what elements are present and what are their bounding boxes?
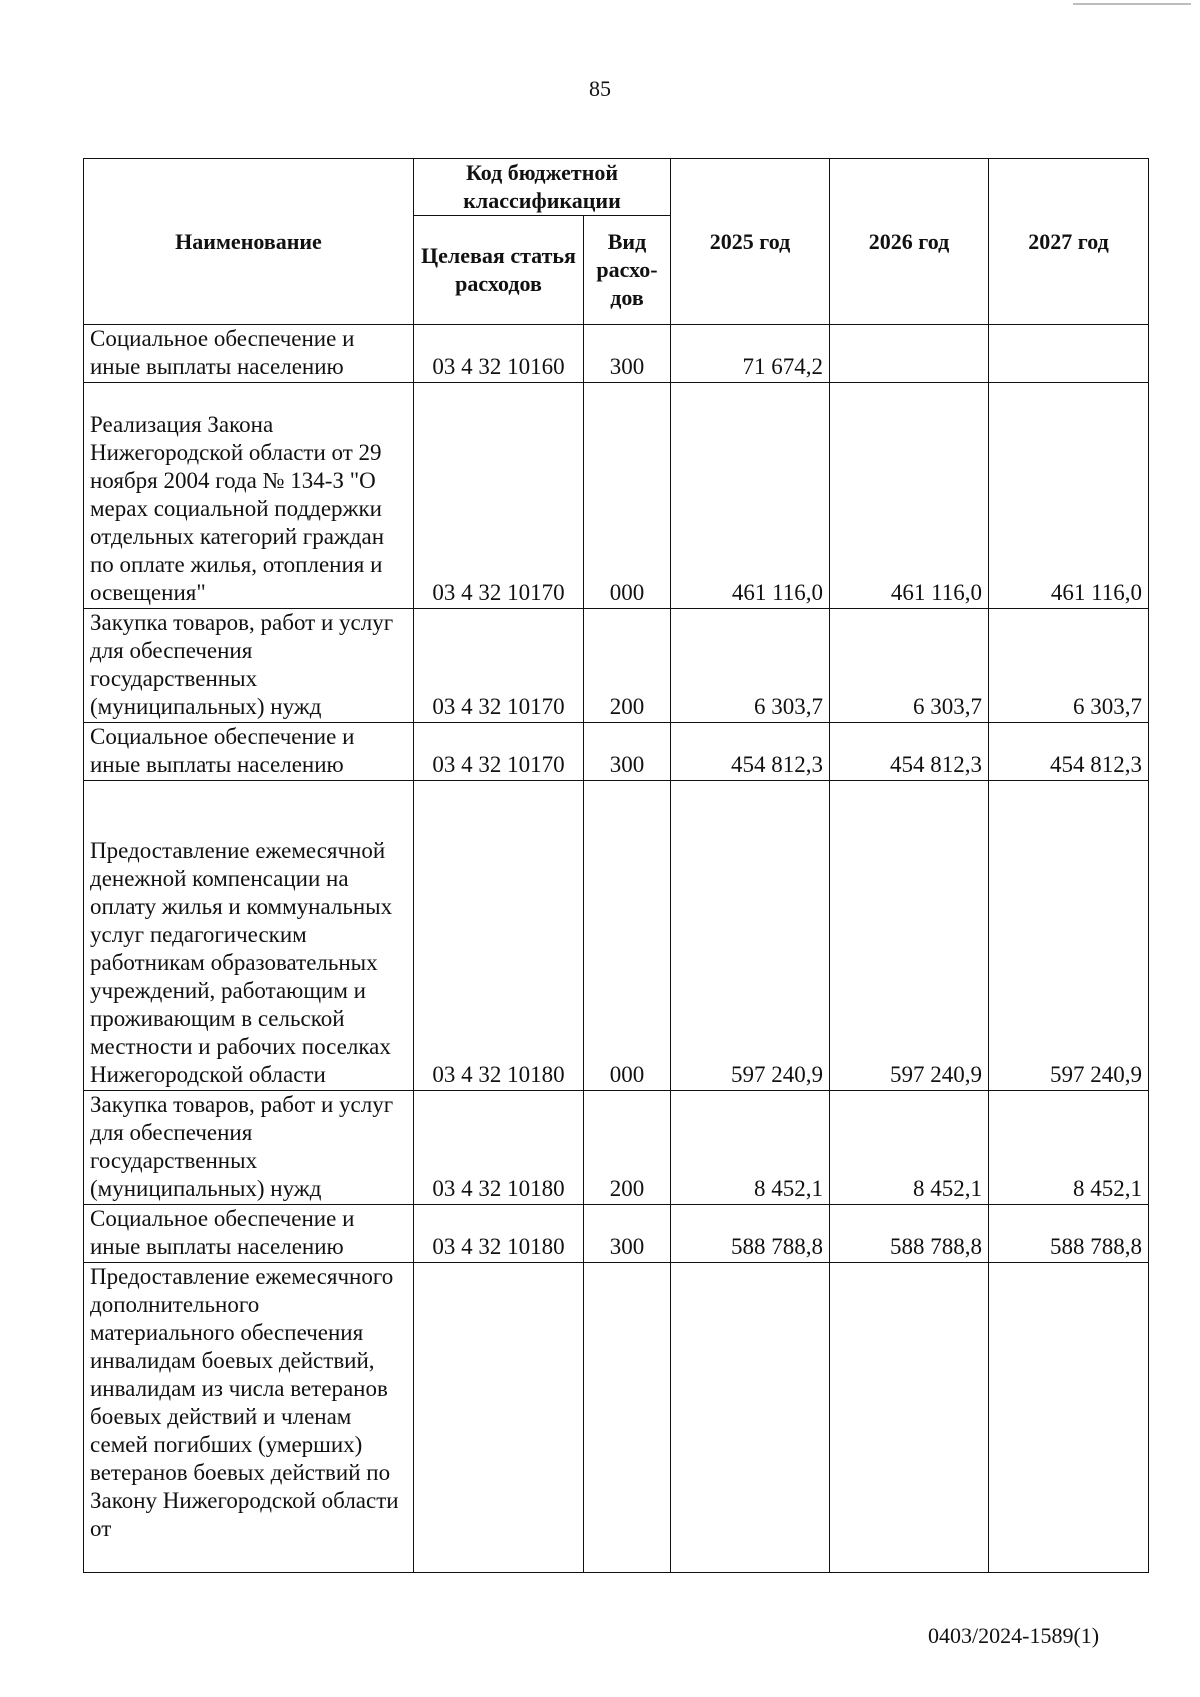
row-2026: 597 240,9 (830, 781, 989, 1091)
row-kind: 200 (584, 1091, 671, 1205)
row-code: 03 4 32 10180 (414, 781, 584, 1091)
row-name: Социальное обеспечение и иные выплаты населению (84, 325, 414, 383)
row-code: 03 4 32 10170 (414, 609, 584, 723)
row-2025 (671, 1263, 830, 1573)
row-2027 (989, 1263, 1149, 1573)
row-code (414, 1263, 584, 1573)
table-row (84, 609, 1149, 723)
header-code-group: Код бюджетной классификации (414, 159, 671, 216)
row-2026: 588 788,8 (830, 1205, 989, 1263)
row-2027 (989, 325, 1149, 383)
row-2026: 6 303,7 (830, 609, 989, 723)
row-kind: 300 (584, 325, 671, 383)
row-2025: 71 674,2 (671, 325, 830, 383)
table-row (84, 1205, 1149, 1263)
row-code: 03 4 32 10160 (414, 325, 584, 383)
row-kind: 300 (584, 723, 671, 781)
budget-table (83, 158, 1149, 1573)
row-name: Закупка товаров, работ и услуг для обеспечения государственных (муниципальных) нужд (84, 609, 414, 723)
row-2027: 6 303,7 (989, 609, 1149, 723)
table-row (84, 383, 1149, 609)
row-2026: 454 812,3 (830, 723, 989, 781)
row-code: 03 4 32 10170 (414, 723, 584, 781)
header-kind: Вид расхо-дов (584, 216, 671, 325)
table-row (84, 1263, 1149, 1573)
row-kind: 000 (584, 383, 671, 609)
header-2027: 2027 год (989, 159, 1149, 325)
table-row (84, 781, 1149, 1091)
row-code: 03 4 32 10180 (414, 1091, 584, 1205)
table-row (84, 325, 1149, 383)
table-row (84, 723, 1149, 781)
row-2027: 454 812,3 (989, 723, 1149, 781)
row-name: Предоставление ежемесячного дополнительного материального обеспечения инвалидам боевых действий, инвалидам из числа ветеранов боевых действий и членам семей погибших (умерших) ветеранов боевых действий по Закону Нижегородской области от (84, 1263, 414, 1573)
table-row (84, 1091, 1149, 1205)
row-2025: 454 812,3 (671, 723, 830, 781)
row-2025: 8 452,1 (671, 1091, 830, 1205)
row-2027: 461 116,0 (989, 383, 1149, 609)
row-kind: 000 (584, 781, 671, 1091)
row-name: Реализация Закона Нижегородской области от 29 ноября 2004 года № 134-З "О мерах социальной поддержки отдельных категорий граждан по оплате жилья, отопления и освещения" (84, 383, 414, 609)
header-row-top (84, 159, 1149, 216)
row-name: Социальное обеспечение и иные выплаты населению (84, 723, 414, 781)
row-2026: 461 116,0 (830, 383, 989, 609)
page-number: 85 (589, 76, 611, 101)
row-name: Социальное обеспечение и иные выплаты населению (84, 1205, 414, 1263)
top-edge-rule (1073, 3, 1191, 5)
row-name: Закупка товаров, работ и услуг для обеспечения государственных (муниципальных) нужд (84, 1091, 414, 1205)
row-2027: 8 452,1 (989, 1091, 1149, 1205)
row-kind: 300 (584, 1205, 671, 1263)
header-target: Целевая статья расходов (414, 216, 584, 325)
row-2025: 461 116,0 (671, 383, 830, 609)
header-name: Наименование (84, 159, 414, 325)
header-2026: 2026 год (830, 159, 989, 325)
row-name: Предоставление ежемесячной денежной компенсации на оплату жилья и коммунальных услуг педагогическим работникам образовательных учреждений, работающим и проживающим в сельской местности и рабочих поселках Нижегородской области (84, 781, 414, 1091)
row-kind (584, 1263, 671, 1573)
row-2025: 588 788,8 (671, 1205, 830, 1263)
row-code: 03 4 32 10170 (414, 383, 584, 609)
row-2027: 597 240,9 (989, 781, 1149, 1091)
row-kind: 200 (584, 609, 671, 723)
row-2026: 8 452,1 (830, 1091, 989, 1205)
row-2025: 6 303,7 (671, 609, 830, 723)
row-2025: 597 240,9 (671, 781, 830, 1091)
row-2027: 588 788,8 (989, 1205, 1149, 1263)
header-2025: 2025 год (671, 159, 830, 325)
document-number: 0403/2024-1589(1) (928, 1623, 1100, 1648)
row-2026 (830, 325, 989, 383)
row-code: 03 4 32 10180 (414, 1205, 584, 1263)
row-2026 (830, 1263, 989, 1573)
